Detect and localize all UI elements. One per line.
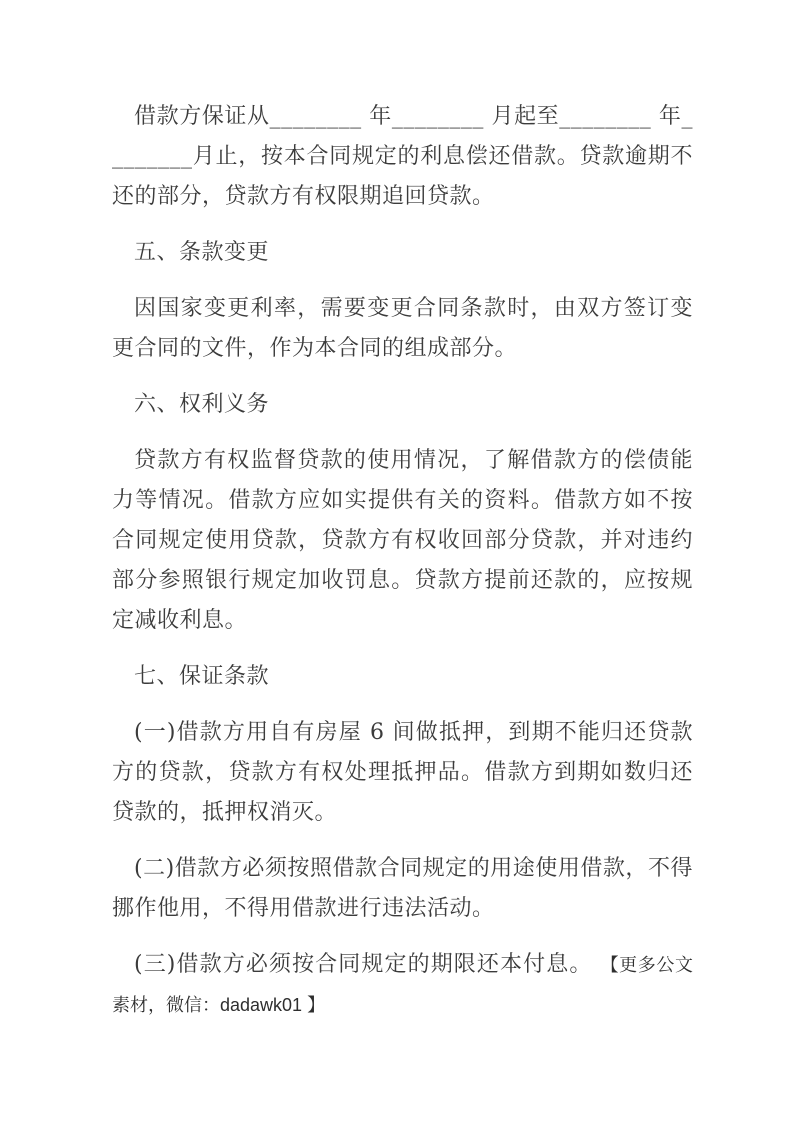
promo-watermark: 【更多公文素材，微信：dadawk01 】	[112, 955, 693, 1015]
section-heading-5-terms-change: 五、条款变更	[134, 240, 270, 265]
paragraph-guarantee-clause-3	[112, 945, 693, 1025]
paragraph-guarantee-clause-1: (一)借款方用自有房屋 6 间做抵押，到期不能归还贷款方的贷款，贷款方有权处理抵押品。借款方到期如数归还贷款的，抵押权消灭。	[112, 720, 693, 825]
paragraph-rights-obligations: 贷款方有权监督贷款的使用情况，了解借款方的偿债能力等情况。借款方应如实提供有关的资料。借款方如不按合同规定使用贷款，贷款方有权收回部分贷款，并对违约部分参照银行规定加收罚息。贷款方提前还款的，应按规定减收利息。	[112, 448, 693, 633]
document-body	[112, 97, 693, 1025]
paragraph-repayment-guarantee: 借款方保证从________ 年________ 月起至________ 年________月止，按本合同规定的利息偿还借款。贷款逾期不还的部分，贷款方有权限期追回贷款。	[112, 104, 693, 209]
paragraph-guarantee-clause-3-text: (三)借款方必须按合同规定的期限还本付息。	[134, 952, 593, 977]
section-heading-6-rights-obligations: 六、权利义务	[134, 392, 270, 417]
section-heading-7-guarantee-clauses: 七、保证条款	[134, 664, 270, 689]
paragraph-guarantee-clause-2: (二)借款方必须按照借款合同规定的用途使用借款，不得挪作他用，不得用借款进行违法活动。	[112, 856, 693, 921]
paragraph-terms-change: 因国家变更利率，需要变更合同条款时，由双方签订变更合同的文件，作为本合同的组成部分。	[112, 296, 693, 361]
